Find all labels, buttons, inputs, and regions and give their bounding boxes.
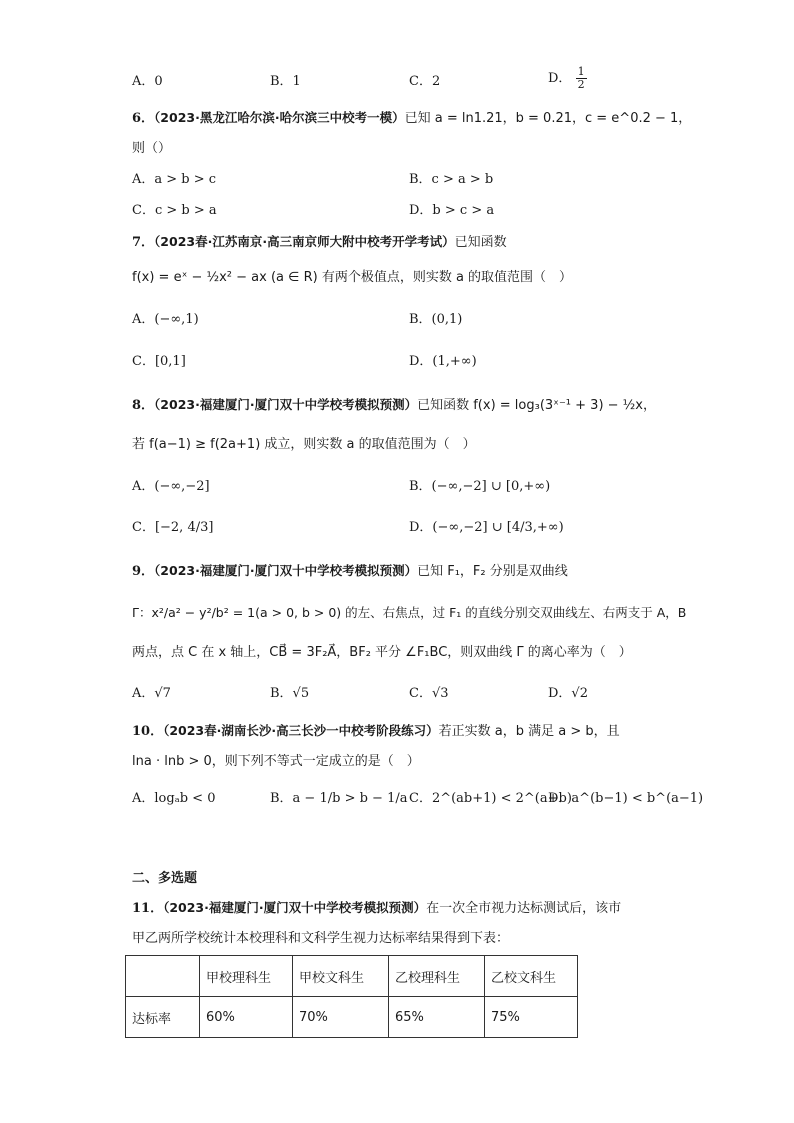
question-text: 已知函数 f(x) = log₃(3ˣ⁻¹ + 3) − ½x， bbox=[417, 398, 656, 413]
question-number: 11． bbox=[132, 901, 164, 916]
question-text: 若正实数 a，b 满足 a > b，且 bbox=[438, 724, 620, 739]
question-source: （2023·黑龙江哈尔滨·哈尔滨三中校考一模） bbox=[154, 110, 405, 125]
table-cell: 70% bbox=[293, 997, 389, 1038]
table-cell: 乙校理科生 bbox=[389, 956, 485, 997]
option-c: C．2 bbox=[409, 74, 441, 89]
q6-option-b: B．c > a > b bbox=[409, 172, 494, 187]
fraction bbox=[576, 66, 587, 91]
table-cell: 甲校理科生 bbox=[200, 956, 293, 997]
option-b: B．1 bbox=[270, 74, 301, 89]
question-11-stem bbox=[132, 898, 621, 919]
section-title: 二、多选题 bbox=[132, 871, 198, 886]
question-7-stem bbox=[132, 232, 507, 253]
q8-option-c: C．[−2, 4/3] bbox=[132, 520, 214, 535]
question-10-stem bbox=[132, 721, 620, 742]
table-cell: 甲校文科生 bbox=[293, 956, 389, 997]
q10-option-a: A．logₐb < 0 bbox=[132, 791, 216, 806]
question-source: （2023春·江苏南京·高三南京师大附中校考开学考试） bbox=[154, 234, 455, 249]
question-source: （2023春·湖南长沙·高三长沙一中校考阶段练习） bbox=[163, 723, 439, 738]
q7-option-d: D．(1,+∞) bbox=[409, 354, 477, 369]
question-text: 已知 a = ln1.21，b = 0.21，c = e^0.2 − 1， bbox=[404, 111, 692, 126]
denominator: 2 bbox=[577, 78, 585, 91]
q8-option-a: A．(−∞,−2] bbox=[132, 479, 210, 494]
question-9-stem bbox=[132, 561, 568, 582]
data-table bbox=[125, 955, 578, 1038]
question-number: 9． bbox=[132, 564, 155, 579]
q7-option-c: C．[0,1] bbox=[132, 354, 186, 369]
q6-option-c: C．c > b > a bbox=[132, 203, 217, 218]
q6-option-a: A．a > b > c bbox=[132, 172, 217, 187]
table-cell bbox=[126, 956, 200, 997]
question-6-stem-2: 则（） bbox=[132, 141, 172, 156]
question-7-formula: f(x) = eˣ − ½x² − ax (a ∈ R) 有两个极值点，则实数 a 的取值范围（ ） bbox=[132, 270, 573, 285]
question-number: 10． bbox=[132, 724, 164, 739]
question-9-stem-3: 两点，点 C 在 x 轴上，CB⃗ = 3F₂A⃗，BF₂ 平分 ∠F₁BC，则双曲线 Γ 的离心率为（ ） bbox=[132, 645, 632, 660]
q8-option-b: B．(−∞,−2] ∪ [0,+∞) bbox=[409, 479, 551, 494]
question-number: 8． bbox=[132, 398, 155, 413]
q10-option-b: B．a − 1/b > b − 1/a bbox=[270, 791, 408, 806]
question-text: 已知 F₁，F₂ 分别是双曲线 bbox=[417, 564, 568, 579]
q10-option-d: D．a^(b−1) < b^(a−1) bbox=[548, 791, 704, 806]
question-text: 在一次全市视力达标测试后，该市 bbox=[426, 901, 622, 916]
q8-option-d: D．(−∞,−2] ∪ [4/3,+∞) bbox=[409, 520, 564, 535]
question-number: 6． bbox=[132, 111, 155, 126]
table-cell: 75% bbox=[485, 997, 578, 1038]
option-d bbox=[548, 66, 587, 91]
table-cell: 60% bbox=[200, 997, 293, 1038]
table-header-row bbox=[126, 956, 578, 997]
q10-option-c: C．2^(ab+1) < 2^(a+b) bbox=[409, 791, 572, 806]
table-cell: 乙校文科生 bbox=[485, 956, 578, 997]
question-source: （2023·福建厦门·厦门双十中学校考模拟预测） bbox=[154, 397, 418, 412]
question-8-stem bbox=[132, 395, 656, 416]
question-6-stem bbox=[132, 108, 691, 129]
q9-option-c: C．√3 bbox=[409, 686, 449, 701]
question-source: （2023·福建厦门·厦门双十中学校考模拟预测） bbox=[154, 563, 418, 578]
table-cell: 达标率 bbox=[126, 997, 200, 1038]
option-a: A．0 bbox=[132, 74, 163, 89]
question-10-stem-2: lna · lnb > 0，则下列不等式一定成立的是（ ） bbox=[132, 754, 420, 769]
question-8-stem-2: 若 f(a−1) ≥ f(2a+1) 成立，则实数 a 的取值范围为（ ） bbox=[132, 437, 476, 452]
question-text: 已知函数 bbox=[454, 235, 507, 250]
table-cell: 65% bbox=[389, 997, 485, 1038]
q6-option-d: D．b > c > a bbox=[409, 203, 495, 218]
question-number: 7． bbox=[132, 235, 155, 250]
numerator: 1 bbox=[577, 65, 585, 78]
option-d-label: D． bbox=[548, 71, 572, 86]
q9-option-a: A．√7 bbox=[132, 686, 171, 701]
q7-option-b: B．(0,1) bbox=[409, 312, 463, 327]
table-row bbox=[126, 997, 578, 1038]
question-11-stem-2: 甲乙两所学校统计本校理科和文科学生视力达标率结果得到下表： bbox=[132, 931, 510, 946]
question-9-stem-2: Γ：x²/a² − y²/b² = 1(a > 0, b > 0) 的左、右焦点，过 F₁ 的直线分别交双曲线左、右两支于 A，B bbox=[132, 605, 687, 620]
q9-option-d: D．√2 bbox=[548, 686, 588, 701]
q9-option-b: B．√5 bbox=[270, 686, 310, 701]
question-source: （2023·福建厦门·厦门双十中学校考模拟预测） bbox=[163, 900, 427, 915]
q7-option-a: A．(−∞,1) bbox=[132, 312, 199, 327]
